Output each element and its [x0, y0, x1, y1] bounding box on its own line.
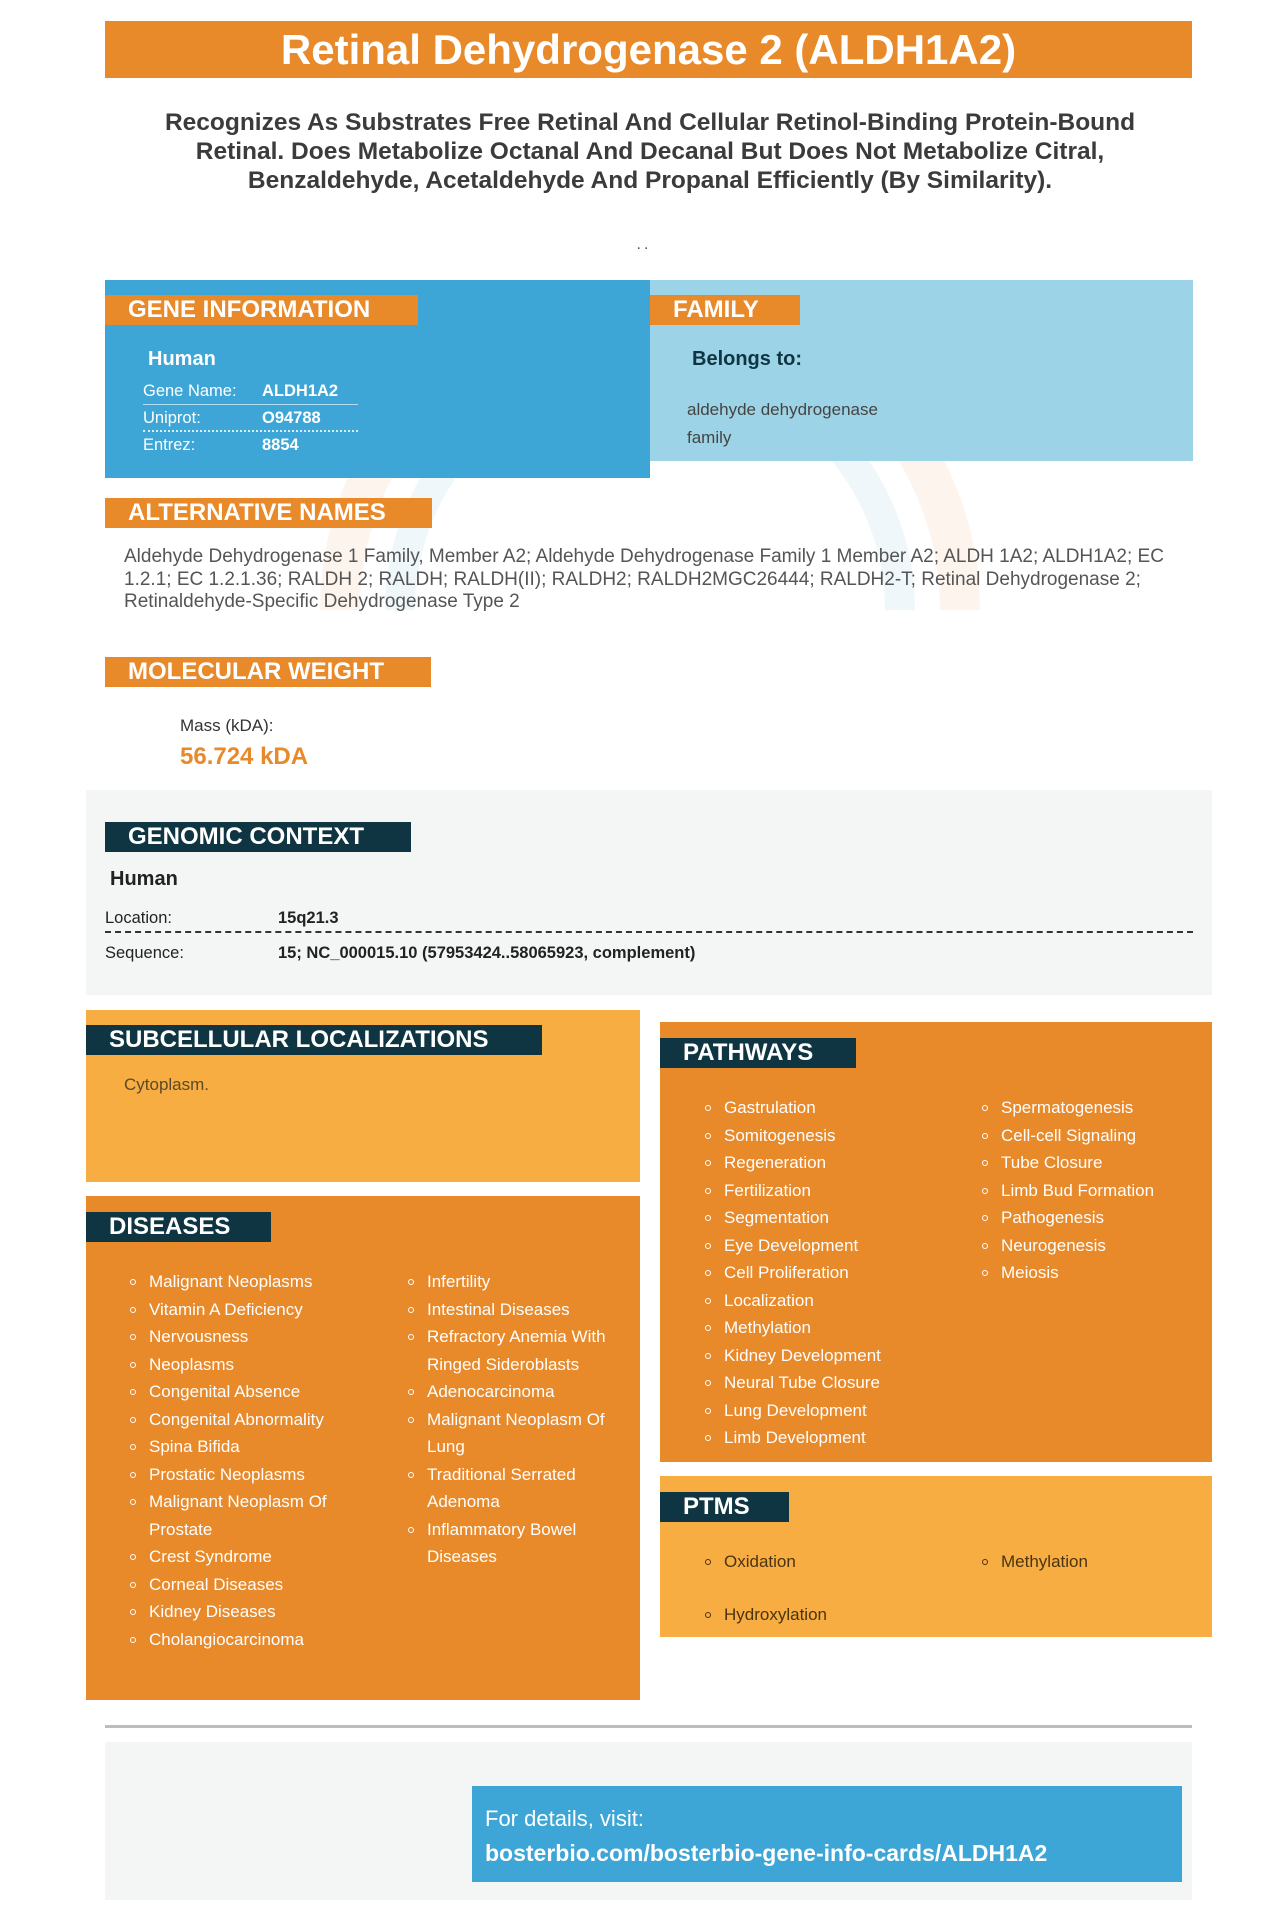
- pathway-item: Cell-cell Signaling: [981, 1122, 1201, 1150]
- disease-item: Spina Bifida: [129, 1433, 359, 1461]
- ptm-item: Methylation: [981, 1548, 1201, 1576]
- location-label: Location:: [105, 909, 172, 927]
- diseases-header: DISEASES: [86, 1212, 271, 1242]
- pathway-item: Neurogenesis: [981, 1232, 1201, 1260]
- pathway-item: Lung Development: [704, 1397, 944, 1425]
- pathway-item: Gastrulation: [704, 1094, 944, 1122]
- disease-item: Prostatic Neoplasms: [129, 1461, 359, 1489]
- disease-item: Adenocarcinoma: [407, 1378, 625, 1406]
- gene-description: Recognizes As Substrates Free Retinal And Cellular Retinol-Binding Protein-Bound Retinal. Does Metabolize Octanal And Decanal But Does Not Metabolize Citral, Benzaldehyde, Acetaldehyde And Propanal Efficiently (By Similarity).: [164, 109, 1136, 194]
- pathway-item: Segmentation: [704, 1204, 944, 1232]
- disease-item: Inflammatory Bowel Diseases: [407, 1516, 625, 1571]
- pathways-header: PATHWAYS: [660, 1038, 856, 1068]
- genomic-context-header: GENOMIC CONTEXT: [105, 822, 411, 852]
- genomic-species: Human: [110, 868, 178, 890]
- disease-item: Intestinal Diseases: [407, 1296, 625, 1324]
- pathway-item: Meiosis: [981, 1259, 1201, 1287]
- pathway-item: Tube Closure: [981, 1149, 1201, 1177]
- location-row: [105, 901, 1193, 933]
- disease-item: Congenital Abnormality: [129, 1406, 359, 1434]
- disease-item: Malignant Neoplasms: [129, 1268, 359, 1296]
- disease-item: Corneal Diseases: [129, 1571, 359, 1599]
- uniprot-value[interactable]: O94788: [262, 409, 321, 427]
- diseases-list-col2: [407, 1268, 625, 1571]
- gene-information-header: GENE INFORMATION: [105, 295, 418, 325]
- pathway-item: Kidney Development: [704, 1342, 944, 1370]
- pathway-item: Eye Development: [704, 1232, 944, 1260]
- pathway-item: Pathogenesis: [981, 1204, 1201, 1232]
- subcellular-localizations-header: SUBCELLULAR LOCALIZATIONS: [86, 1025, 542, 1055]
- gene-name-row: [143, 378, 358, 405]
- uniprot-label: Uniprot:: [143, 409, 201, 427]
- disease-item: Traditional Serrated Adenoma: [407, 1461, 625, 1516]
- page-title: Retinal Dehydrogenase 2 (ALDH1A2): [105, 21, 1192, 78]
- details-card[interactable]: [472, 1786, 1182, 1882]
- separator-dots: ..: [636, 236, 652, 253]
- disease-item: Malignant Neoplasm Of Prostate: [129, 1488, 359, 1543]
- entrez-label: Entrez:: [143, 436, 196, 454]
- pathway-item: Cell Proliferation: [704, 1259, 944, 1287]
- family-header: FAMILY: [650, 295, 800, 325]
- sequence-row: [105, 936, 1193, 968]
- details-label: For details, visit:: [485, 1806, 644, 1831]
- gene-name-value: ALDH1A2: [262, 382, 339, 400]
- ptms-header: PTMS: [660, 1492, 789, 1522]
- ptms-list-col1: [704, 1548, 944, 1653]
- ptms-list-col2: [981, 1548, 1201, 1601]
- pathway-item: Localization: [704, 1287, 944, 1315]
- mass-value: 56.724 kDA: [180, 743, 309, 770]
- sequence-value: 15; NC_000015.10 (57953424..58065923, complement): [278, 944, 696, 962]
- pathways-list-col2: [981, 1094, 1201, 1287]
- disease-item: Congenital Absence: [129, 1378, 359, 1406]
- disease-item: Malignant Neoplasm Of Lung: [407, 1406, 625, 1461]
- pathway-item: Limb Development: [704, 1424, 944, 1452]
- gene-name-label: Gene Name:: [143, 382, 237, 400]
- uniprot-row: [143, 405, 358, 432]
- disease-item: Kidney Diseases: [129, 1598, 359, 1626]
- disease-item: Neoplasms: [129, 1351, 359, 1379]
- footer-divider: [105, 1725, 1192, 1728]
- subcellular-value: Cytoplasm.: [124, 1075, 210, 1094]
- pathway-item: Methylation: [704, 1314, 944, 1342]
- pathways-list-col1: [704, 1094, 944, 1452]
- family-value: aldehyde dehydrogenase family: [687, 400, 878, 447]
- disease-item: Refractory Anemia With Ringed Sideroblasts: [407, 1323, 625, 1378]
- pathway-item: Fertilization: [704, 1177, 944, 1205]
- alternative-names-header: ALTERNATIVE NAMES: [105, 498, 432, 528]
- entrez-row: [143, 432, 358, 459]
- pathway-item: Regeneration: [704, 1149, 944, 1177]
- mass-label: Mass (kDA):: [180, 716, 274, 735]
- pathway-item: Spermatogenesis: [981, 1094, 1201, 1122]
- gene-species: Human: [148, 348, 216, 370]
- location-value: 15q21.3: [278, 909, 339, 927]
- family-belongs-label: Belongs to:: [692, 348, 802, 370]
- disease-item: Nervousness: [129, 1323, 359, 1351]
- disease-item: Cholangiocarcinoma: [129, 1626, 359, 1654]
- pathway-item: Somitogenesis: [704, 1122, 944, 1150]
- alternative-names-text: Aldehyde Dehydrogenase 1 Family, Member A2; Aldehyde Dehydrogenase Family 1 Member A2; ALDH 1A2; ALDH1A2; EC 1.2.1; EC 1.2.1.36; RALDH 2; RALDH; RALDH(II); RALDH2; RALDH2MGC26444; RALDH2-T; Retinal Dehydrogenase 2; Retinaldehyde-Specific Dehydrogenase Type 2: [124, 546, 1164, 612]
- disease-item: Crest Syndrome: [129, 1543, 359, 1571]
- molecular-weight-header: MOLECULAR WEIGHT: [105, 657, 431, 687]
- disease-item: Vitamin A Deficiency: [129, 1296, 359, 1324]
- details-link[interactable]: bosterbio.com/bosterbio-gene-info-cards/ALDH1A2: [485, 1840, 1048, 1866]
- sequence-label: Sequence:: [105, 944, 184, 962]
- disease-item: Infertility: [407, 1268, 625, 1296]
- entrez-value[interactable]: 8854: [262, 436, 299, 454]
- pathway-item: Neural Tube Closure: [704, 1369, 944, 1397]
- diseases-list-col1: [129, 1268, 359, 1653]
- ptm-item: Oxidation: [704, 1548, 944, 1576]
- pathway-item: Limb Bud Formation: [981, 1177, 1201, 1205]
- ptm-item: Hydroxylation: [704, 1601, 944, 1629]
